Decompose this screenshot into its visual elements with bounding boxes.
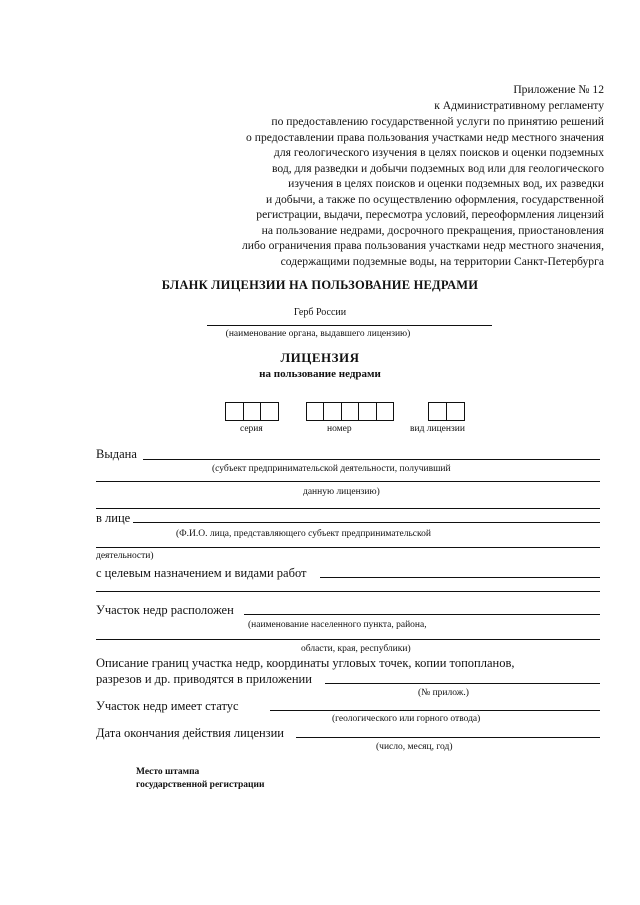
appendix-line: к Административному регламенту bbox=[434, 99, 604, 112]
issued-caption-2: данную лицензию) bbox=[303, 487, 380, 497]
appendix-line: по предоставлению государственной услуги по принятию решений bbox=[271, 115, 604, 128]
form-title: БЛАНК ЛИЦЕНЗИИ НА ПОЛЬЗОВАНИЕ НЕДРАМИ bbox=[161, 278, 479, 292]
boundaries-text-2: разрезов и др. приводятся в приложении bbox=[96, 672, 312, 686]
type-boxes[interactable] bbox=[428, 402, 465, 421]
person-line-2[interactable] bbox=[96, 547, 600, 548]
number-label: номер bbox=[327, 424, 352, 434]
person-label: в лице bbox=[96, 511, 131, 525]
appendix-number-line[interactable] bbox=[325, 683, 600, 684]
appendix-number-caption: (№ прилож.) bbox=[418, 688, 469, 698]
stamp-line-2: государственной регистрации bbox=[136, 780, 265, 790]
license-title: ЛИЦЕНЗИЯ bbox=[280, 350, 360, 365]
series-label: серия bbox=[240, 424, 263, 434]
issued-line-3[interactable] bbox=[96, 508, 600, 509]
appendix-line: либо ограничения права пользования участками недр местного значения, bbox=[241, 239, 604, 252]
appendix-line: вод, для разведки и добычи подземных вод или для геологического bbox=[271, 162, 604, 175]
issued-line-2[interactable] bbox=[96, 481, 600, 482]
issued-label: Выдана bbox=[96, 447, 137, 461]
type-label: вид лицензии bbox=[410, 424, 465, 434]
stamp-line-1: Место штампа bbox=[136, 767, 200, 777]
license-subtitle: на пользование недрами bbox=[259, 368, 381, 380]
person-caption-1: (Ф.И.О. лица, представляющего субъект предпринимательской bbox=[176, 529, 431, 539]
appendix-line: для геологического изучения в целях поисков и оценки подземных bbox=[273, 146, 604, 159]
location-line[interactable] bbox=[244, 614, 600, 615]
issued-line[interactable] bbox=[143, 459, 600, 460]
purpose-label: с целевым назначением и видами работ bbox=[96, 566, 307, 580]
location-caption-1: (наименование населенного пункта, района, bbox=[248, 620, 427, 630]
boundaries-text-1: Описание границ участка недр, координаты угловых точек, копии топопланов, bbox=[96, 656, 515, 670]
status-line[interactable] bbox=[270, 710, 600, 711]
emblem-label: Герб России bbox=[293, 307, 347, 318]
appendix-line: изучения в целях поисков и оценки подземных вод, их разведки bbox=[288, 177, 604, 190]
issued-caption-1: (субъект предпринимательской деятельности, получивший bbox=[212, 464, 451, 474]
expiry-line[interactable] bbox=[296, 737, 600, 738]
number-boxes[interactable] bbox=[306, 402, 394, 421]
status-caption: (геологического или горного отвода) bbox=[332, 714, 481, 724]
appendix-line: содержащими подземные воды, на территории Санкт-Петербурга bbox=[280, 255, 604, 268]
location-label: Участок недр расположен bbox=[96, 603, 234, 617]
person-line[interactable] bbox=[133, 522, 600, 523]
series-boxes[interactable] bbox=[225, 402, 279, 421]
expiry-caption: (число, месяц, год) bbox=[376, 742, 453, 752]
location-line-2[interactable] bbox=[96, 639, 600, 640]
appendix-line: на пользование недрами, досрочного прекращения, приостановления bbox=[261, 224, 604, 237]
location-caption-2: области, края, республики) bbox=[301, 644, 411, 654]
purpose-line-2[interactable] bbox=[96, 591, 600, 592]
issuer-caption: (наименование органа, выдавшего лицензию) bbox=[225, 329, 411, 339]
appendix-line: о предоставлении права пользования участками недр местного значения bbox=[246, 131, 604, 144]
expiry-label: Дата окончания действия лицензии bbox=[96, 726, 285, 740]
appendix-line: регистрации, выдачи, пересмотра условий, переоформления лицензий bbox=[256, 208, 604, 221]
appendix-line: и добычи, а также по осуществлению оформления, государственной bbox=[266, 193, 604, 206]
person-caption-2: деятельности) bbox=[96, 551, 154, 561]
status-label: Участок недр имеет статус bbox=[96, 699, 239, 713]
purpose-line[interactable] bbox=[320, 577, 600, 578]
issuer-line bbox=[207, 325, 492, 326]
appendix-line: Приложение № 12 bbox=[513, 83, 604, 96]
